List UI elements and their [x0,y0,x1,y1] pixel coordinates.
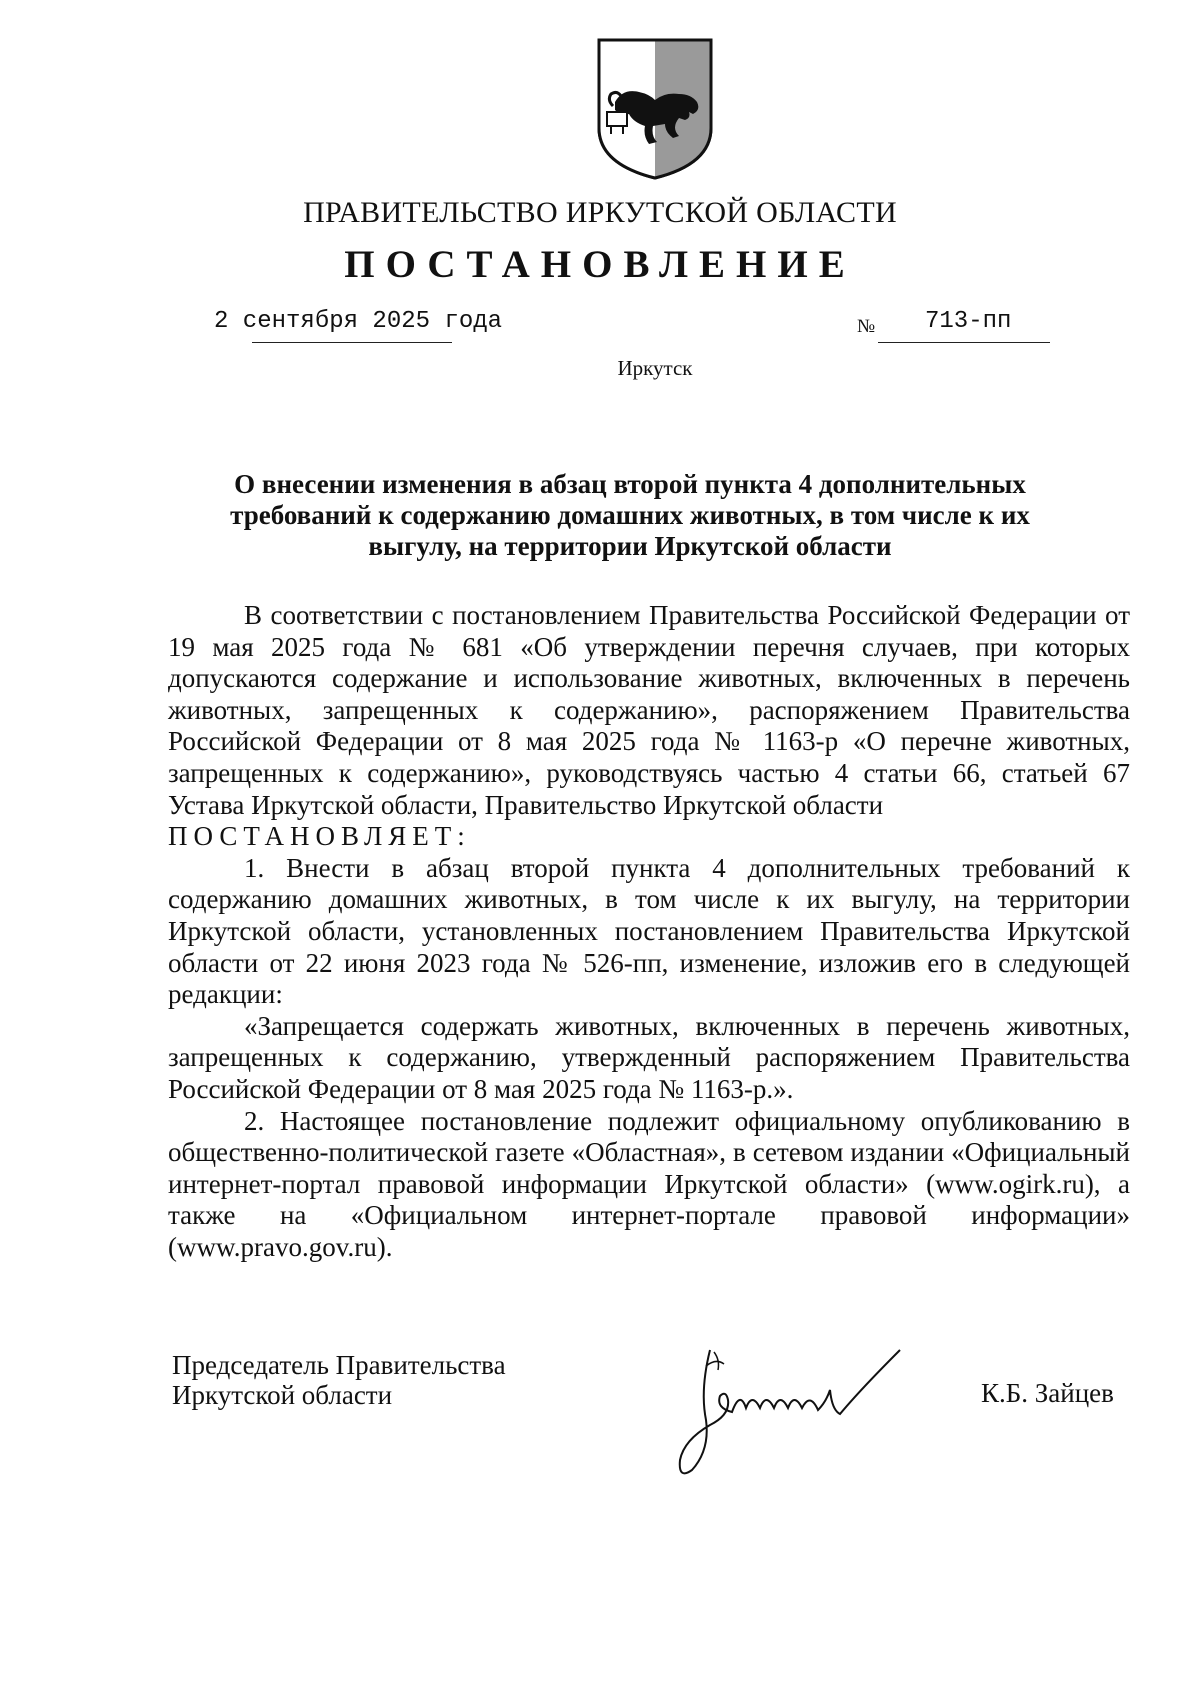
number-underline [878,342,1050,343]
item-2-paragraph: 2. Настоящее постановление подлежит официальному опубликованию в общественно-политической газете «Областная», в сетевом издании «Официальный интернет-портал правовой информации Иркутской области» (www.ogirk.ru), а также на «Официальном интернет-портале правовой информации» (www.pravo.gov.ru). [168,1105,1130,1262]
coat-of-arms-icon [593,36,717,182]
title-line: выгулу, на территории Иркутской области [368,531,892,561]
document-title [200,469,1060,562]
item-1-quote: «Запрещается содержать животных, включенных в перечень животных, запрещенных к содержанию, утвержденный распоряжением Правительства Российской Федерации от 8 мая 2025 года № 1163-р.». [168,1010,1130,1104]
number-sign: № [857,316,876,337]
item-1-paragraph: 1. Внести в абзац второй пункта 4 дополнительных требований к содержанию домашних животных, в том числе к их выгулу, на территории Иркутской области, установленных постановлением Правительства Иркутской области от 22 июня 2023 года № 526-пп, изменение, изложив его в следующей редакции: [168,852,1130,1010]
title-line: О внесении изменения в абзац второй пункта 4 дополнительных [234,469,1026,499]
handwritten-signature [670,1330,950,1480]
decree-word: ПОСТАНОВЛЯЕТ: [168,821,471,852]
document-date: 2 сентября 2025 года [214,308,503,335]
organization-name: ПРАВИТЕЛЬСТВО ИРКУТСКОЙ ОБЛАСТИ [303,196,897,229]
title-line: требований к содержанию домашних животных, в том числе к их [230,500,1030,530]
document-type: ПОСТАНОВЛЕНИЕ [344,243,856,286]
position-line: Иркутской области [172,1380,393,1410]
city-name: Иркутск [617,356,693,380]
preamble-paragraph: В соответствии с постановлением Правительства Российской Федерации от 19 мая 2025 года № 681 «Об утверждении перечня случаев, при которых допускаются содержание и использование животных, включенных в перечень животных, запрещенных к содержанию», распоряжением Правительства Российской Федерации от 8 мая 2025 года № 1163-р «О перечне животных, запрещенных к содержанию», руководствуясь частью 4 статьи 66, статьей 67 Устава Иркутской области, Правительство Иркутской области [168,600,1130,820]
document-number: 713-пп [925,308,1012,335]
signatory-name: К.Б. Зайцев [981,1378,1114,1408]
date-underline [252,342,452,343]
document-body [168,600,1130,1263]
signatory-position [172,1350,506,1410]
position-line: Председатель Правительства [172,1350,506,1380]
